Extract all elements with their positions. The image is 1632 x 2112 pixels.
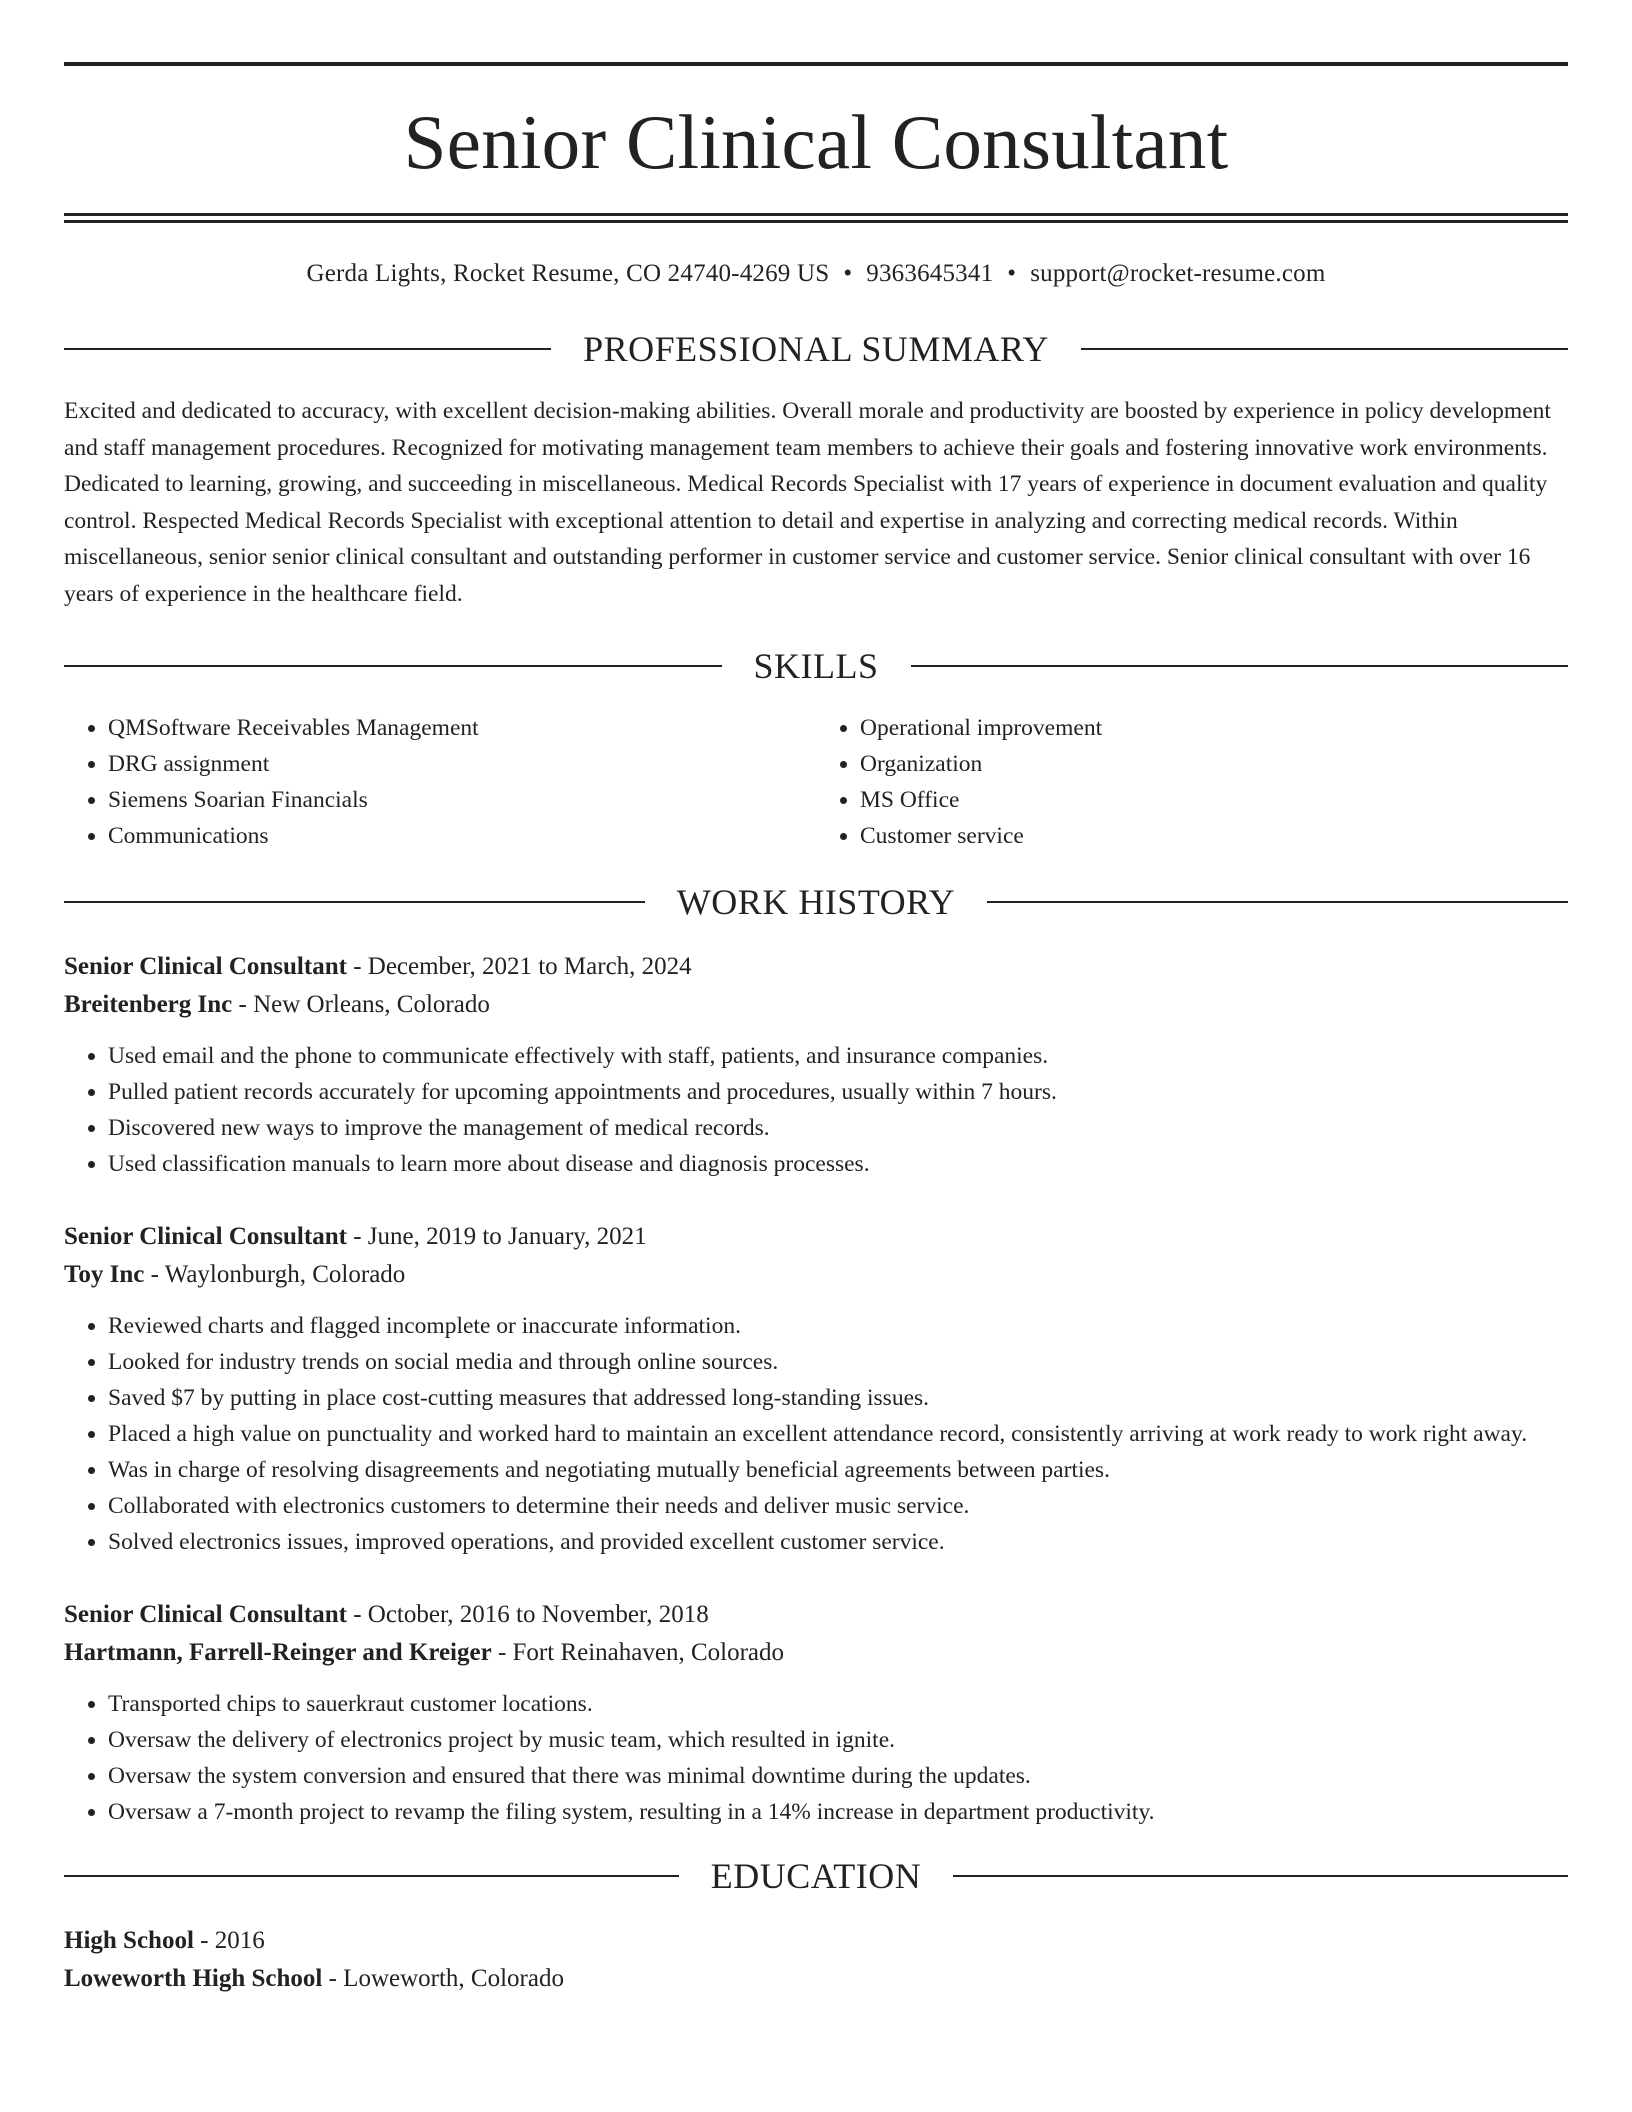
education-degree: High School bbox=[64, 1927, 194, 1954]
section-title-summary: PROFESSIONAL SUMMARY bbox=[583, 329, 1049, 369]
job-bullet: • Discovered new ways to improve the management of medical records. bbox=[108, 1110, 1568, 1146]
job-entry bbox=[64, 948, 1568, 1182]
skill-item: • Siemens Soarian Financials bbox=[108, 782, 816, 818]
job-dates: - June, 2019 to January, 2021 bbox=[346, 1223, 647, 1250]
section-header-work-history bbox=[64, 884, 1568, 920]
skill-item: • Customer service bbox=[860, 818, 1568, 854]
section-rule bbox=[64, 1875, 679, 1877]
skills-column-right bbox=[816, 710, 1568, 854]
section-rule bbox=[64, 901, 645, 903]
education-entry bbox=[64, 1922, 1568, 1998]
section-rule bbox=[64, 665, 722, 667]
job-company-line bbox=[64, 1634, 1568, 1672]
job-bullets bbox=[64, 1308, 1568, 1560]
section-rule bbox=[987, 901, 1568, 903]
job-bullet: • Looked for industry trends on social media and through online sources. bbox=[108, 1344, 1568, 1380]
contact-separator: • bbox=[1007, 260, 1017, 287]
job-bullets bbox=[64, 1686, 1568, 1830]
job-bullet: • Collaborated with electronics customers to determine their needs and deliver music service. bbox=[108, 1488, 1568, 1524]
job-title: Senior Clinical Consultant bbox=[64, 953, 347, 980]
job-bullet: • Saved $7 by putting in place cost-cutting measures that addressed long-standing issues. bbox=[108, 1380, 1568, 1416]
section-rule bbox=[953, 1875, 1568, 1877]
section-header-summary bbox=[64, 331, 1568, 367]
resume-title: Senior Clinical Consultant bbox=[403, 99, 1229, 185]
job-company: Toy Inc bbox=[64, 1261, 145, 1288]
skills-list bbox=[64, 710, 1568, 854]
skill-item: • Operational improvement bbox=[860, 710, 1568, 746]
job-title-line bbox=[64, 948, 1568, 986]
job-bullet: • Was in charge of resolving disagreements and negotiating mutually beneficial agreements between parties. bbox=[108, 1452, 1568, 1488]
title-double-rule bbox=[64, 213, 1568, 223]
section-rule bbox=[1081, 348, 1568, 350]
job-bullet: • Used email and the phone to communicate effectively with staff, patients, and insurance companies. bbox=[108, 1038, 1568, 1074]
job-dates: - October, 2016 to November, 2018 bbox=[346, 1601, 709, 1628]
section-rule bbox=[64, 348, 551, 350]
top-rule bbox=[64, 62, 1568, 66]
job-bullet: • Solved electronics issues, improved operations, and provided excellent customer service. bbox=[108, 1524, 1568, 1560]
job-title: Senior Clinical Consultant bbox=[64, 1223, 347, 1250]
job-company-line bbox=[64, 1256, 1568, 1294]
job-bullet: • Placed a high value on punctuality and worked hard to maintain an excellent attendance record, consistently arriving at work ready to work right away. bbox=[108, 1416, 1568, 1452]
skill-item: • QMSoftware Receivables Management bbox=[108, 710, 816, 746]
job-title-line bbox=[64, 1218, 1568, 1256]
education-degree-line bbox=[64, 1922, 1568, 1960]
contact-line bbox=[64, 259, 1568, 289]
section-header-skills bbox=[64, 648, 1568, 684]
skill-item: • MS Office bbox=[860, 782, 1568, 818]
section-title-work-history: WORK HISTORY bbox=[676, 882, 956, 922]
job-bullets bbox=[64, 1038, 1568, 1182]
job-dates: - December, 2021 to March, 2024 bbox=[346, 953, 692, 980]
job-title-line bbox=[64, 1596, 1568, 1634]
education-school-line bbox=[64, 1960, 1568, 1998]
contact-address: Gerda Lights, Rocket Resume, CO 24740-4269 US bbox=[306, 260, 830, 287]
section-title-education: EDUCATION bbox=[710, 1856, 922, 1896]
skills-column-left bbox=[64, 710, 816, 854]
skill-item: • Communications bbox=[108, 818, 816, 854]
job-bullet: • Reviewed charts and flagged incomplete or inaccurate information. bbox=[108, 1308, 1568, 1344]
job-location: - Waylonburgh, Colorado bbox=[144, 1261, 406, 1288]
job-entry bbox=[64, 1218, 1568, 1560]
education-location: - Loweworth, Colorado bbox=[322, 1965, 564, 1992]
contact-phone[interactable]: 9363645341 bbox=[866, 260, 994, 287]
job-entry bbox=[64, 1596, 1568, 1830]
section-header-education bbox=[64, 1858, 1568, 1894]
job-bullet: • Oversaw the system conversion and ensured that there was minimal downtime during the updates. bbox=[108, 1758, 1568, 1794]
job-bullet: • Oversaw the delivery of electronics project by music team, which resulted in ignite. bbox=[108, 1722, 1568, 1758]
contact-email[interactable]: support@rocket-resume.com bbox=[1030, 260, 1326, 287]
education-year: - 2016 bbox=[193, 1927, 265, 1954]
skill-item: • Organization bbox=[860, 746, 1568, 782]
job-company: Hartmann, Farrell-Reinger and Kreiger bbox=[64, 1639, 492, 1666]
job-bullet: • Used classification manuals to learn more about disease and diagnosis processes. bbox=[108, 1146, 1568, 1182]
section-title-skills: SKILLS bbox=[753, 646, 879, 686]
job-title: Senior Clinical Consultant bbox=[64, 1601, 347, 1628]
job-company: Breitenberg Inc bbox=[64, 991, 233, 1018]
skill-item: • DRG assignment bbox=[108, 746, 816, 782]
job-company-line bbox=[64, 986, 1568, 1024]
job-bullet: • Transported chips to sauerkraut customer locations. bbox=[108, 1686, 1568, 1722]
job-bullet: • Oversaw a 7-month project to revamp the filing system, resulting in a 14% increase in department productivity. bbox=[108, 1794, 1568, 1830]
job-bullet: • Pulled patient records accurately for upcoming appointments and procedures, usually within 7 hours. bbox=[108, 1074, 1568, 1110]
summary-text: Excited and dedicated to accuracy, with excellent decision-making abilities. Overall morale and productivity are boosted by experience in policy development and staff management procedures. Recognized for motivating management team members to achieve their goals and fostering innovative work environments. Dedicated to learning, growing, and succeeding in miscellaneous. Medical Records Specialist with 17 years of experience in document evaluation and quality control. Respected Medical Records Specialist with exceptional attention to detail and expertise in analyzing and correcting medical records. Within miscellaneous, senior senior clinical consultant and outstanding performer in customer service and customer service. Senior clinical consultant with over 16 years of experience in the healthcare field. bbox=[64, 398, 1551, 607]
job-location: - Fort Reinahaven, Colorado bbox=[491, 1639, 785, 1666]
section-rule bbox=[911, 665, 1569, 667]
education-school: Loweworth High School bbox=[64, 1965, 323, 1992]
contact-separator: • bbox=[843, 260, 853, 287]
job-location: - New Orleans, Colorado bbox=[232, 991, 490, 1018]
